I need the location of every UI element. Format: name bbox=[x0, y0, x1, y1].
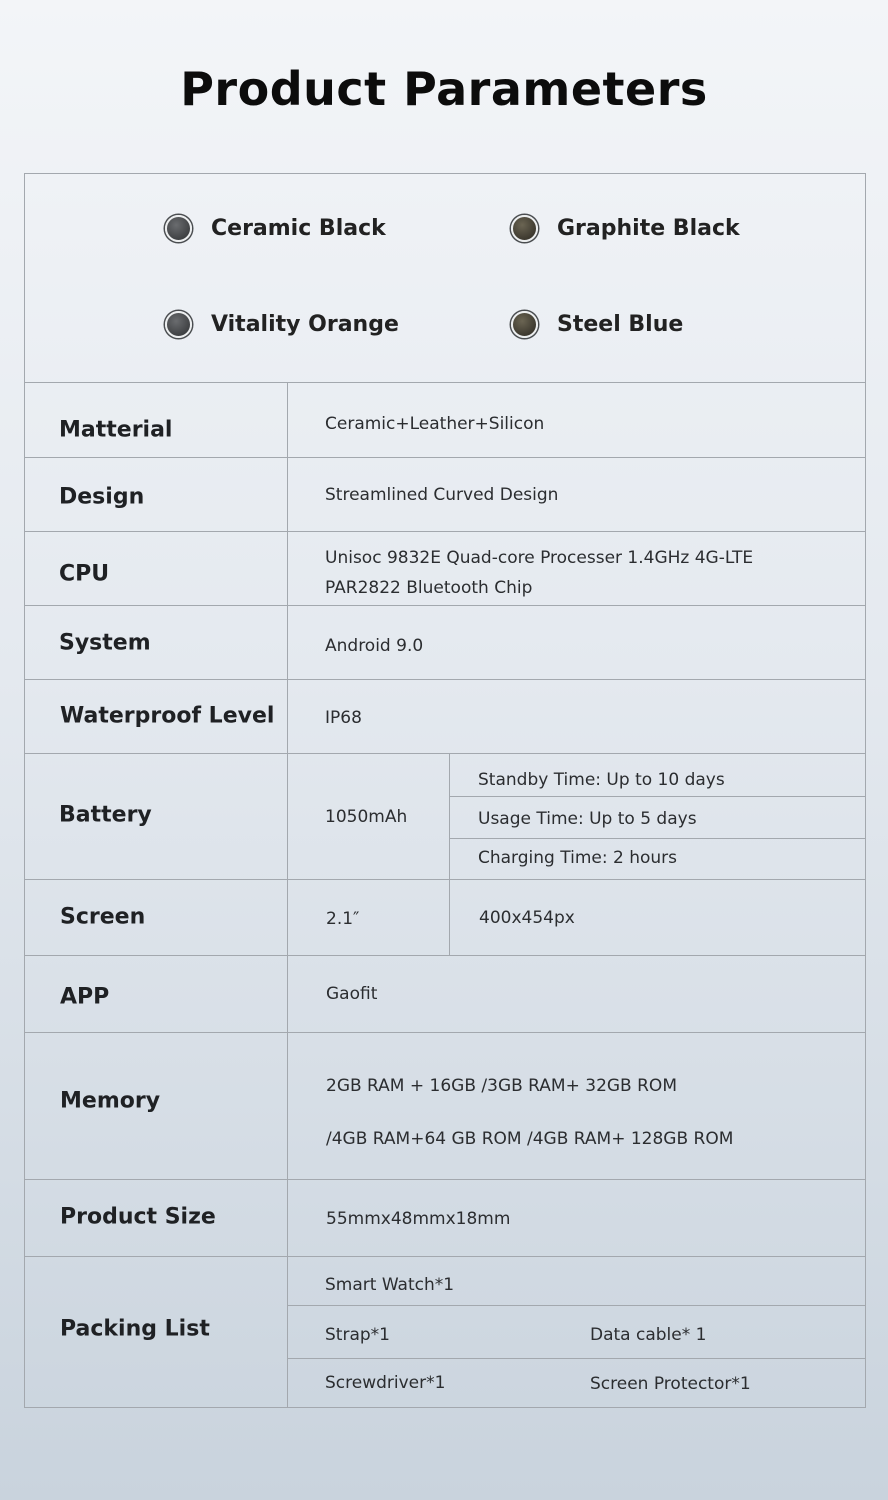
spec-label-design: Design bbox=[59, 484, 145, 510]
spec-label-product-size: Product Size bbox=[60, 1204, 216, 1230]
spec-label-waterproof: Waterproof Level bbox=[60, 703, 275, 729]
table-border-bottom bbox=[24, 1407, 866, 1408]
spec-label-material: Matterial bbox=[59, 417, 173, 443]
color-option-graphite-black bbox=[511, 215, 740, 242]
spec-value-app: Gaofit bbox=[326, 984, 378, 1004]
color-name: Vitality Orange bbox=[211, 312, 399, 337]
spec-value-memory-line2: /4GB RAM+64 GB ROM /4GB RAM+ 128GB ROM bbox=[326, 1129, 734, 1149]
packing-item-data-cable: Data cable* 1 bbox=[590, 1325, 707, 1345]
color-option-steel-blue bbox=[511, 311, 683, 338]
battery-subdivider bbox=[449, 796, 865, 797]
spec-value-product-size: 55mmx48mmx18mm bbox=[326, 1209, 511, 1229]
row-divider bbox=[24, 1256, 866, 1257]
row-divider bbox=[24, 955, 866, 956]
packing-subdivider bbox=[287, 1358, 865, 1359]
spec-label-app: APP bbox=[60, 984, 110, 1010]
spec-label-packing: Packing List bbox=[60, 1316, 210, 1342]
row-divider bbox=[24, 531, 866, 532]
packing-item-screen-protector: Screen Protector*1 bbox=[590, 1374, 751, 1394]
table-border-left bbox=[24, 173, 25, 1408]
packing-item-screwdriver: Screwdriver*1 bbox=[325, 1373, 446, 1393]
page-title: Product Parameters bbox=[180, 62, 708, 116]
color-name: Graphite Black bbox=[557, 216, 740, 241]
packing-subdivider bbox=[287, 1305, 865, 1306]
spec-value-design: Streamlined Curved Design bbox=[325, 485, 559, 505]
color-swatch-icon bbox=[165, 311, 192, 338]
spec-value-screen-size: 2.1″ bbox=[326, 909, 360, 929]
column-divider bbox=[287, 382, 288, 1408]
spec-label-system: System bbox=[59, 630, 151, 656]
spec-value-waterproof: IP68 bbox=[325, 708, 362, 728]
table-border-right bbox=[865, 173, 866, 1408]
row-divider bbox=[24, 382, 866, 383]
spec-value-battery-standby: Standby Time: Up to 10 days bbox=[478, 770, 725, 790]
table-border-top bbox=[24, 173, 866, 174]
row-divider bbox=[24, 753, 866, 754]
spec-value-cpu-line1: Unisoc 9832E Quad-core Processer 1.4GHz 4G-LTE bbox=[325, 548, 754, 568]
row-divider bbox=[24, 605, 866, 606]
row-divider bbox=[24, 679, 866, 680]
packing-item-strap: Strap*1 bbox=[325, 1325, 390, 1345]
battery-screen-divider bbox=[449, 753, 450, 955]
spec-value-battery-usage: Usage Time: Up to 5 days bbox=[478, 809, 697, 829]
packing-item-smart-watch: Smart Watch*1 bbox=[325, 1275, 455, 1295]
spec-value-battery-capacity: 1050mAh bbox=[325, 807, 408, 827]
color-name: Steel Blue bbox=[557, 312, 684, 337]
row-divider bbox=[24, 1179, 866, 1180]
color-swatch-icon bbox=[511, 311, 538, 338]
row-divider bbox=[24, 879, 866, 880]
color-option-vitality-orange bbox=[165, 311, 399, 338]
spec-value-memory-line1: 2GB RAM + 16GB /3GB RAM+ 32GB ROM bbox=[326, 1076, 677, 1096]
spec-label-memory: Memory bbox=[60, 1088, 161, 1114]
spec-label-battery: Battery bbox=[59, 802, 152, 828]
spec-value-system: Android 9.0 bbox=[325, 636, 424, 656]
spec-value-cpu-line2: PAR2822 Bluetooth Chip bbox=[325, 578, 533, 598]
spec-value-material: Ceramic+Leather+Silicon bbox=[325, 414, 545, 434]
battery-subdivider bbox=[449, 838, 865, 839]
color-option-ceramic-black bbox=[165, 215, 386, 242]
spec-value-battery-charging: Charging Time: 2 hours bbox=[478, 848, 677, 868]
spec-label-cpu: CPU bbox=[59, 561, 110, 587]
color-swatch-icon bbox=[165, 215, 192, 242]
color-name: Ceramic Black bbox=[211, 216, 386, 241]
row-divider bbox=[24, 1032, 866, 1033]
spec-value-screen-resolution: 400x454px bbox=[479, 908, 575, 928]
color-swatch-icon bbox=[511, 215, 538, 242]
spec-label-screen: Screen bbox=[60, 904, 146, 930]
row-divider bbox=[24, 457, 866, 458]
